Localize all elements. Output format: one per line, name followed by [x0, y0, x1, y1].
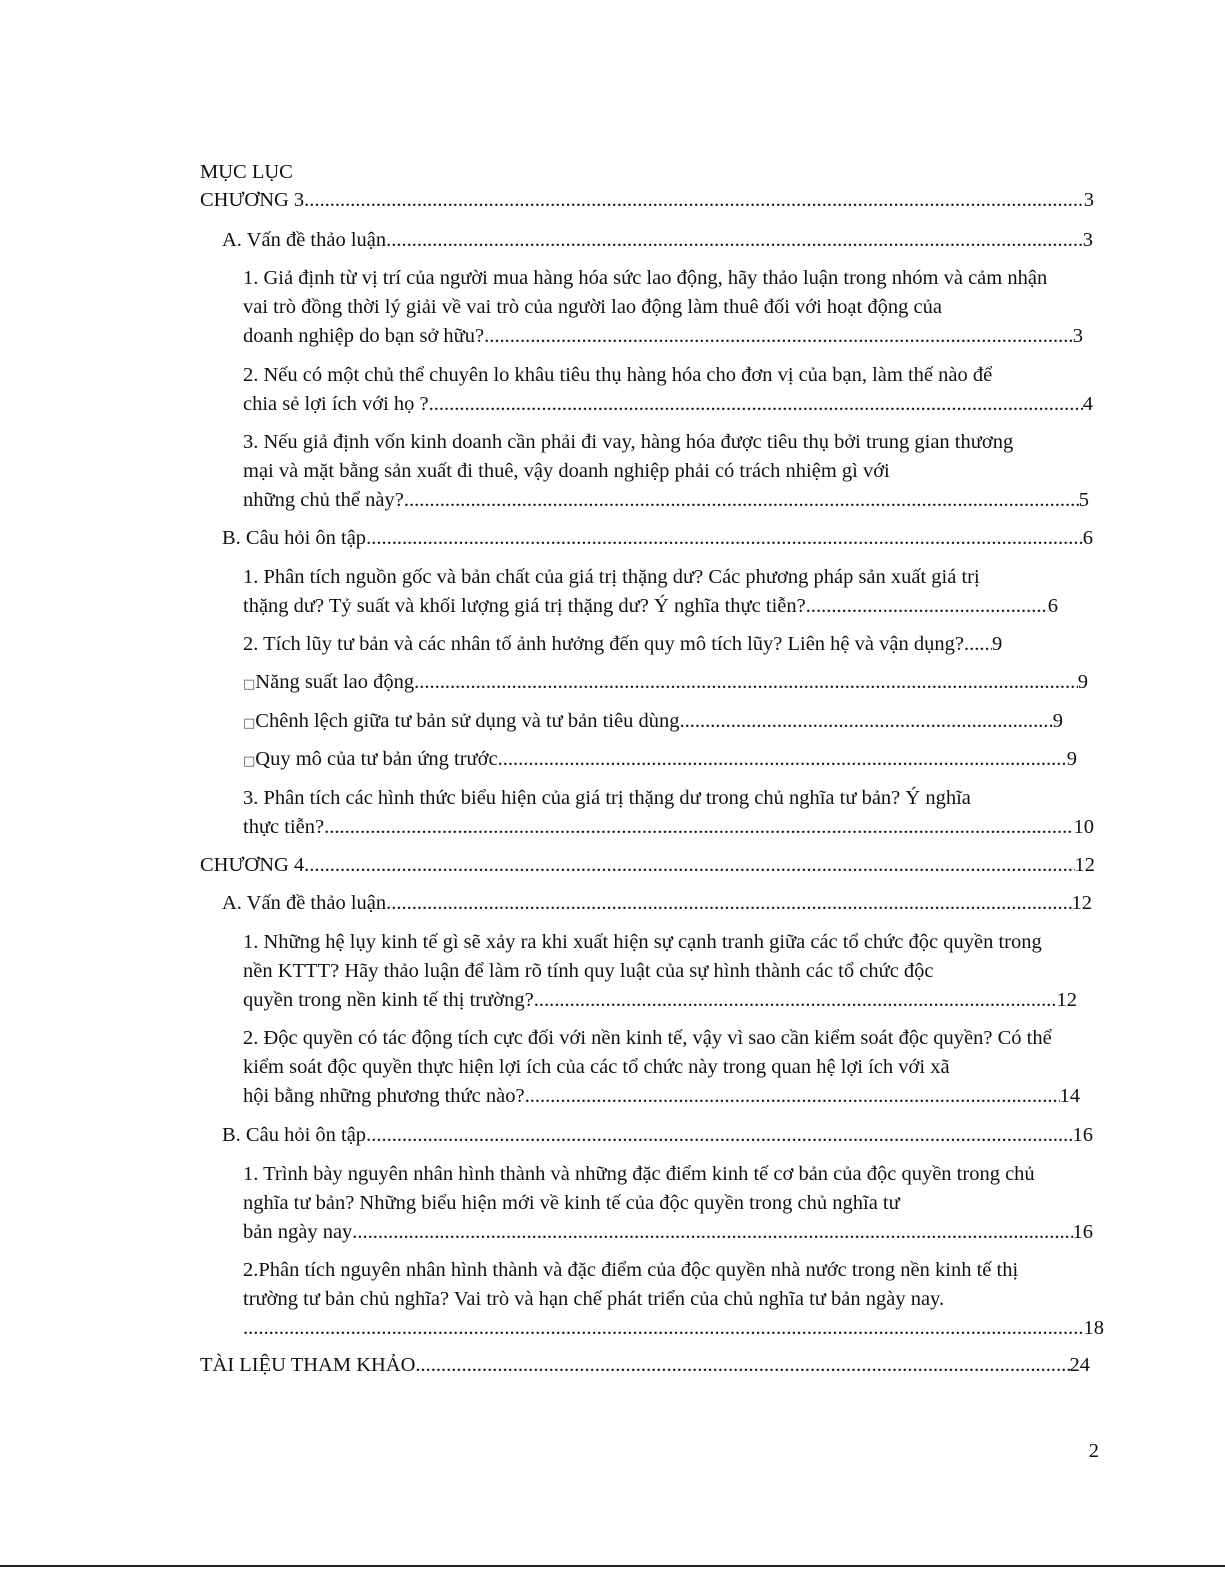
toc-entry-3b-2[interactable]: [243, 630, 1053, 659]
toc-entry-page: 16: [1072, 1221, 1093, 1243]
toc-entry-3b-3[interactable]: [243, 784, 1094, 842]
toc-entry-page: 9: [1052, 710, 1063, 732]
toc-entry-page: 4: [1082, 393, 1093, 415]
toc-entry-text: 1. Những hệ lụy kinh tế gì sẽ xảy ra khi xuất hiện sự cạnh tranh giữa các tổ chức độc quyền trong nền KTTT? Hãy thảo luận để làm rõ tính quy luật của sự hình thành các tổ chức độc: [243, 931, 1042, 982]
toc-entry-label: thực tiễn?: [243, 816, 325, 838]
toc-entry-references[interactable]: [200, 1351, 1090, 1380]
toc-entry-label: hội bằng những phương thức nào?: [243, 1085, 525, 1107]
toc-entry-label: A. Vấn đề thảo luận: [222, 229, 387, 251]
toc-entry-label: CHƯƠNG 4: [200, 854, 305, 876]
toc-entry-page: 9: [1077, 671, 1088, 693]
toc-entry-label: chia sẻ lợi ích với họ ?: [243, 393, 429, 415]
toc-entry-label: doanh nghiệp do bạn sở hữu?: [243, 325, 485, 347]
toc-entry-label: những chủ thể này?: [243, 489, 404, 511]
toc-entry-label: A. Vấn đề thảo luận: [222, 892, 387, 914]
toc-entry-label: thặng dư? Tỷ suất và khối lượng giá trị thặng dư? Ý nghĩa thực tiễn?: [243, 595, 806, 617]
toc-title: MỤC LỤC: [200, 161, 293, 183]
toc-entry-4b[interactable]: [222, 1121, 1093, 1150]
toc-entry-label: CHƯƠNG 3: [200, 189, 305, 211]
toc-entry-page: 3: [1083, 189, 1094, 211]
toc-entry-page: 9: [991, 633, 1003, 655]
toc-entry-4a-2[interactable]: [243, 1024, 1080, 1111]
toc-entry-text: 1. Giả định từ vị trí của người mua hàng hóa sức lao động, hãy thảo luận trong nhóm và cảm nhận vai trò đồng thời lý giải về vai trò của người lao động làm thuê đối với hoạt động của: [243, 267, 1048, 318]
toc-entry-4b-2[interactable]: [243, 1256, 1104, 1343]
toc-entry-page: 12: [1071, 892, 1092, 914]
toc-entry-text: 3. Phân tích các hình thức biểu hiện của giá trị thặng dư trong chủ nghĩa tư bản? Ý nghĩa: [243, 787, 971, 809]
toc-entry-page: 3: [1072, 325, 1083, 347]
toc-entry-page: 18: [1083, 1317, 1104, 1339]
toc-entry-text: 2. Nếu có một chủ thể chuyên lo khâu tiêu thụ hàng hóa cho đơn vị của bạn, làm thế nào để: [243, 364, 993, 386]
toc-entry-label: Năng suất lao động: [255, 671, 415, 693]
toc-entry-4a[interactable]: [222, 889, 1092, 918]
toc-entry-label: bản ngày nay: [243, 1221, 353, 1243]
toc-entry-text: 2. Độc quyền có tác động tích cực đối với nền kinh tế, vậy vì sao cần kiểm soát độc quyền? Có thể kiểm soát độc quyền thực hiện lợi ích của các tổ chức này trong quan hệ lợi ích với xã: [243, 1027, 1052, 1078]
toc-entry-4b-1[interactable]: [243, 1160, 1093, 1247]
toc-entry-3b[interactable]: [222, 524, 1093, 553]
toc-entry-page: 12: [1056, 989, 1077, 1011]
toc-entry-text: 1. Trình bày nguyên nhân hình thành và những đặc điểm kinh tế cơ bản của độc quyền trong chủ nghĩa tư bản? Những biểu hiện mới về kinh tế của độc quyền trong chủ nghĩa tư: [243, 1163, 1035, 1214]
toc-entry-text: 1. Phân tích nguồn gốc và bản chất của giá trị thặng dư? Các phương pháp sản xuất giá trị: [243, 566, 980, 588]
toc-entry-3a-2[interactable]: [243, 361, 1093, 419]
toc-entry-3a-3[interactable]: [243, 428, 1089, 515]
toc-entry-page: 16: [1072, 1124, 1093, 1146]
toc-entry-page: 6: [1082, 527, 1093, 549]
page-number: 2: [1088, 1440, 1099, 1462]
toc-entry-bullet-3[interactable]: [243, 745, 1077, 776]
toc-entry-label: B. Câu hỏi ôn tập: [222, 1124, 367, 1146]
toc-entry-page: 24: [1069, 1354, 1090, 1376]
toc-entry-3a[interactable]: [222, 226, 1093, 255]
toc-entry-3a-1[interactable]: [243, 264, 1083, 351]
toc-entry-label: B. Câu hỏi ôn tập: [222, 527, 367, 549]
toc-entry-chapter-4[interactable]: [200, 851, 1095, 880]
toc-entry-page: 14: [1059, 1085, 1080, 1107]
toc-entry-label: quyền trong nền kinh tế thị trường?: [243, 989, 534, 1011]
toc-entry-page: 5: [1078, 489, 1089, 511]
toc-entry-text: 3. Nếu giả định vốn kinh doanh cần phải đi vay, hàng hóa được tiêu thụ bởi trung gian thương mại và mặt bằng sản xuất đi thuê, vậy doanh nghiệp phải có trách nhiệm gì với: [243, 431, 1014, 482]
toc-entry-text: 2.Phân tích nguyên nhân hình thành và đặc điểm của độc quyền nhà nước trong nền kinh tế thị trường tư bản chủ nghĩa? Vai trò và hạn chế phát triển của chủ nghĩa tư bản ngày nay.: [243, 1259, 1019, 1310]
toc-entry-label: 2. Tích lũy tư bản và các nhân tố ảnh hưởng đến quy mô tích lũy? Liên hệ và vận dụng?: [243, 633, 964, 655]
toc-entry-label: Quy mô của tư bản ứng trước: [255, 748, 498, 770]
toc-entry-page: 3: [1082, 229, 1093, 251]
toc-entry-page: 6: [1047, 595, 1058, 617]
toc-entry-page: 12: [1074, 854, 1095, 876]
toc-entry-bullet-2[interactable]: [243, 707, 1063, 738]
bullet-placeholder-icon: □: [243, 716, 256, 731]
toc-entry-4a-1[interactable]: [243, 928, 1077, 1015]
page-bottom-divider: [0, 1565, 1225, 1567]
toc-entry-label: TÀI LIỆU THAM KHẢO: [200, 1354, 416, 1376]
bullet-placeholder-icon: □: [243, 754, 256, 769]
toc-entry-page: 10: [1073, 816, 1094, 838]
bullet-placeholder-icon: □: [243, 677, 256, 692]
toc-entry-chapter-3[interactable]: [200, 186, 1094, 215]
toc-entry-label: Chênh lệch giữa tư bản sử dụng và tư bản tiêu dùng: [255, 710, 680, 732]
toc-entry-page: 9: [1066, 748, 1077, 770]
toc-entry-3b-1[interactable]: [243, 563, 1058, 621]
toc-entry-bullet-1[interactable]: [243, 668, 1088, 699]
